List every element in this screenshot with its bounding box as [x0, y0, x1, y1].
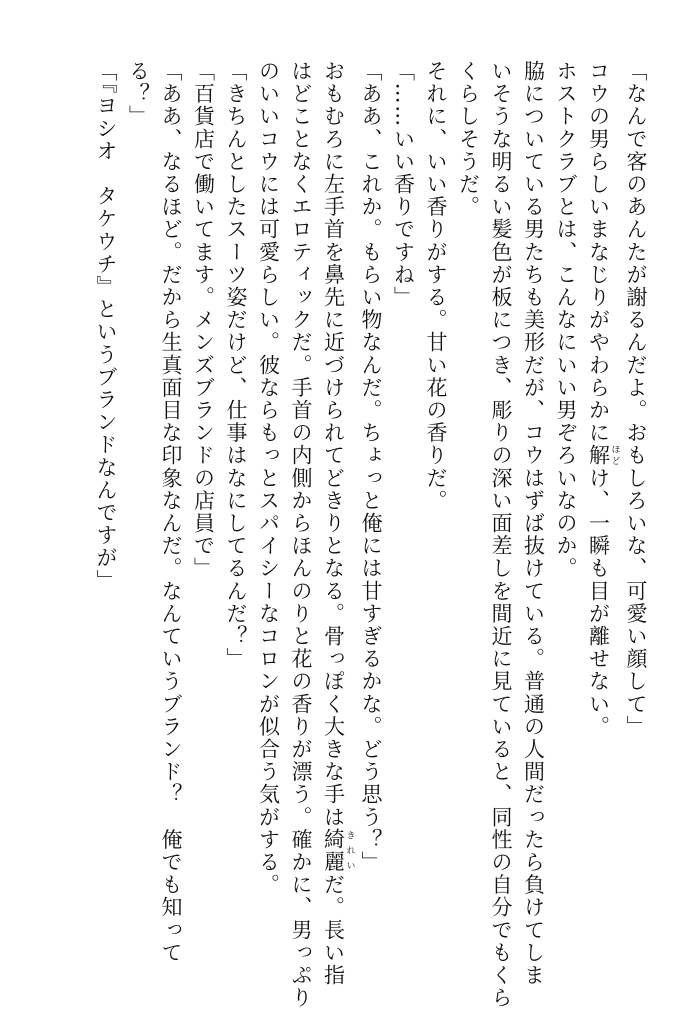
text-line-16: る？」	[126, 60, 151, 128]
text-line-10: おもむろに左手首を鼻先に近づけられてどきりとなる。骨っぽく大きな手は綺麗 きれいだ。長い指	[321, 60, 355, 987]
text-line-9: 「ああ、これか。もらい物なんだ。ちょっと俺には甘すぎるかな。どう思う？」	[359, 60, 383, 874]
text-line-13: 「きちんとしたスーツ姿だけど、仕事はなにしてるんだ？」	[224, 60, 248, 671]
ruby-kirei: 綺麗 きれい	[321, 828, 355, 874]
text-line-4: 脇についている男たちも美形だが、コウはずば抜けている。普通の人間だったら負けてしま	[521, 60, 546, 987]
text-line-7: それに、いい香りがする。甘い花の香りだ。	[424, 60, 448, 512]
text-line-2: コウの男らしいまなじりがやわらかに解 ほどけ、一瞬も目が離せない。	[586, 60, 620, 739]
text-line-17: 「『ヨシオ タケウチ』というブランドなんですが」	[94, 60, 118, 592]
text-line-11: はどことなくエロティックだ。手首の内側からほんのりと花の香りが漂う。確かに、男っぷり	[289, 60, 313, 1010]
ruby-hodo: 解 ほど	[586, 444, 620, 467]
text-line-1: 「なんで客のあんたが謝るんだよ。おもしろいな、可愛い顔して」	[624, 60, 648, 738]
ruby-text-hodo: ほど	[609, 444, 620, 467]
text-line-5: いそうな明るい髪色が板につき、彫りの深い面差しを間近に見ていると、同性の自分でもくら	[489, 60, 513, 1010]
text-line-3: ホストクラブとは、こんなにいい男ぞろいなのか。	[554, 60, 578, 580]
ruby-text-kirei: きれい	[344, 828, 355, 874]
text-line-15: 「ああ、なるほど。だから生真面目な印象なんだ。なんていうブランド？ 俺でも知って	[159, 60, 183, 964]
text-line-8: 「……いい香りですね」	[391, 60, 416, 309]
text-line-12: のいいコウには可愛らしい。彼ならもっとスパイシーなコロンが似合う気がする。	[256, 60, 281, 897]
text-line-6: くらしそうだ。	[456, 60, 481, 219]
text-line-14: 「百貨店で働いてます。メンズブランドの店員で」	[191, 60, 216, 580]
vertical-text-body	[90, 60, 653, 1010]
